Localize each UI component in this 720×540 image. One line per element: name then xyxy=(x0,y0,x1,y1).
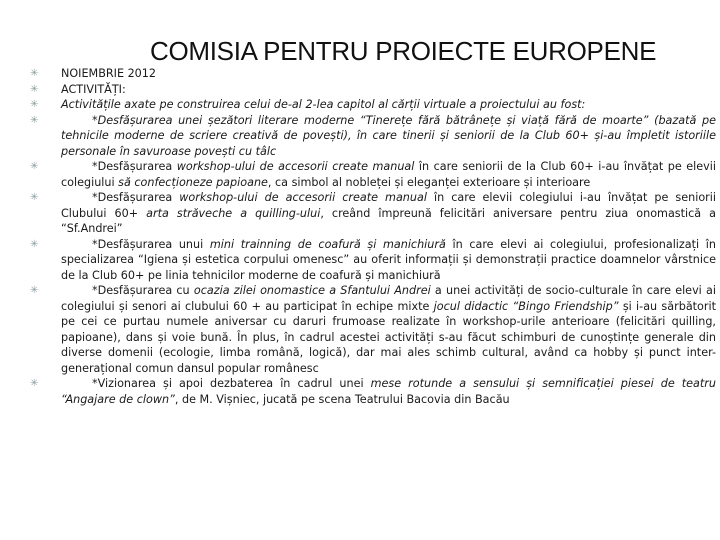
asterisk-bullet-icon: ✳ xyxy=(30,99,39,110)
item-text: *Desfășurarea unui xyxy=(92,237,210,251)
list-item xyxy=(30,376,716,407)
list-item xyxy=(30,237,716,284)
list-item xyxy=(30,159,716,190)
item-emphasis: să confecționeze papioane xyxy=(118,175,268,189)
list-item xyxy=(30,82,716,98)
asterisk-bullet-icon: ✳ xyxy=(30,114,39,126)
item-emphasis: mini trainning de coafură și manichiură xyxy=(209,237,446,251)
item-text: *Vizionarea și apoi dezbaterea în cadrul unei xyxy=(92,377,371,390)
item-text: *Desfășurarea unei șezători literare moderne “Tinerețe fără bătrânețe și viață fără de moarte” (bazată pe tehnicile moderne de scriere creativă de povești), în care tinerii și seniorii de la Club 60+ și-au împletit istoriile personale în savuroase povești cu tâlc xyxy=(61,113,716,158)
item-emphasis: workshop-ului de accesorii create manual xyxy=(179,191,427,204)
asterisk-bullet-icon: ✳ xyxy=(30,192,39,203)
item-text: *Desfășurarea xyxy=(92,191,180,204)
bullet-list xyxy=(30,66,716,407)
item-text: și i-au sărbătorit pe cei ce purtau numele aniversar cu daruri frumoase realizate în workshop-urile anterioare (felicitări quilling, papioane), dans și voie bună. În plus, în cadrul acestei activități s-au făcut schimburi de cunoștințe generale din diverse domenii (ecologie, limba română, logică), dar mai ales schimb cultural, având ca hobby și punct inter-generațional comun dansul popular românesc xyxy=(61,299,716,375)
list-item xyxy=(30,66,716,82)
asterisk-bullet-icon: ✳ xyxy=(30,161,39,172)
list-item xyxy=(30,190,716,237)
item-text: NOIEMBRIE 2012 xyxy=(61,67,157,80)
item-emphasis: ocazia zilei onomastice a Sfantului Andrei xyxy=(193,284,431,297)
item-text: în care elevi ai colegiului, profesionalizați în specializarea “Igiena și estetica corpului omenesc” au oferit informații și demonstrații practice doamnelor vârstnice de la Club 60+ pe linia tehnicilor moderne de coafură și manichiură xyxy=(61,237,716,282)
item-text: *Desfășurarea xyxy=(92,160,177,173)
list-item xyxy=(30,113,716,160)
item-text: , de M. Vișniec, jucată pe scena Teatrului Bacovia din Bacău xyxy=(174,392,510,406)
asterisk-bullet-icon: ✳ xyxy=(30,83,39,95)
asterisk-bullet-icon: ✳ xyxy=(30,238,39,250)
list-item xyxy=(30,283,716,376)
item-text: ACTIVITĂȚI: xyxy=(61,82,126,96)
item-text: Activitățile axate pe construirea celui de-al 2-lea capitol al cărții virtuale a proiectului au fost: xyxy=(61,98,586,111)
asterisk-bullet-icon: ✳ xyxy=(30,378,39,389)
item-text: a unei activități de socio-culturale în care elevi ai colegiului și senori ai clubului 60 + au participat în echipe mixte xyxy=(61,284,716,313)
page-title: COMISIA PENTRU PROIECTE EUROPENE xyxy=(150,36,657,66)
item-emphasis: jocul didactic “Bingo Friendship” xyxy=(433,299,619,313)
asterisk-bullet-icon: ✳ xyxy=(30,285,39,296)
item-text: , ca simbol al nobleței și eleganței exterioare și interioare xyxy=(267,175,591,189)
item-text: *Desfășurarea cu xyxy=(92,284,194,297)
asterisk-bullet-icon: ✳ xyxy=(30,68,39,79)
list-item xyxy=(30,97,716,113)
item-emphasis: workshop-ului de accesorii create manual xyxy=(176,160,415,173)
item-text: în care seniorii de la Club 60+ i-au învățat pe elevii colegiului xyxy=(61,160,716,189)
item-text: , creând împreună felicitări aniversare pentru ziua onomastică a “Sf.Andrei” xyxy=(61,206,716,235)
item-emphasis: arta străveche a quilling-ului xyxy=(146,206,321,220)
item-text: în care elevii colegiului i-au învățat pe seniorii Clubului 60+ xyxy=(61,191,716,220)
item-emphasis: mese rotunde a sensului și semnificației piesei de teatru “Angajare de clown” xyxy=(61,377,716,406)
